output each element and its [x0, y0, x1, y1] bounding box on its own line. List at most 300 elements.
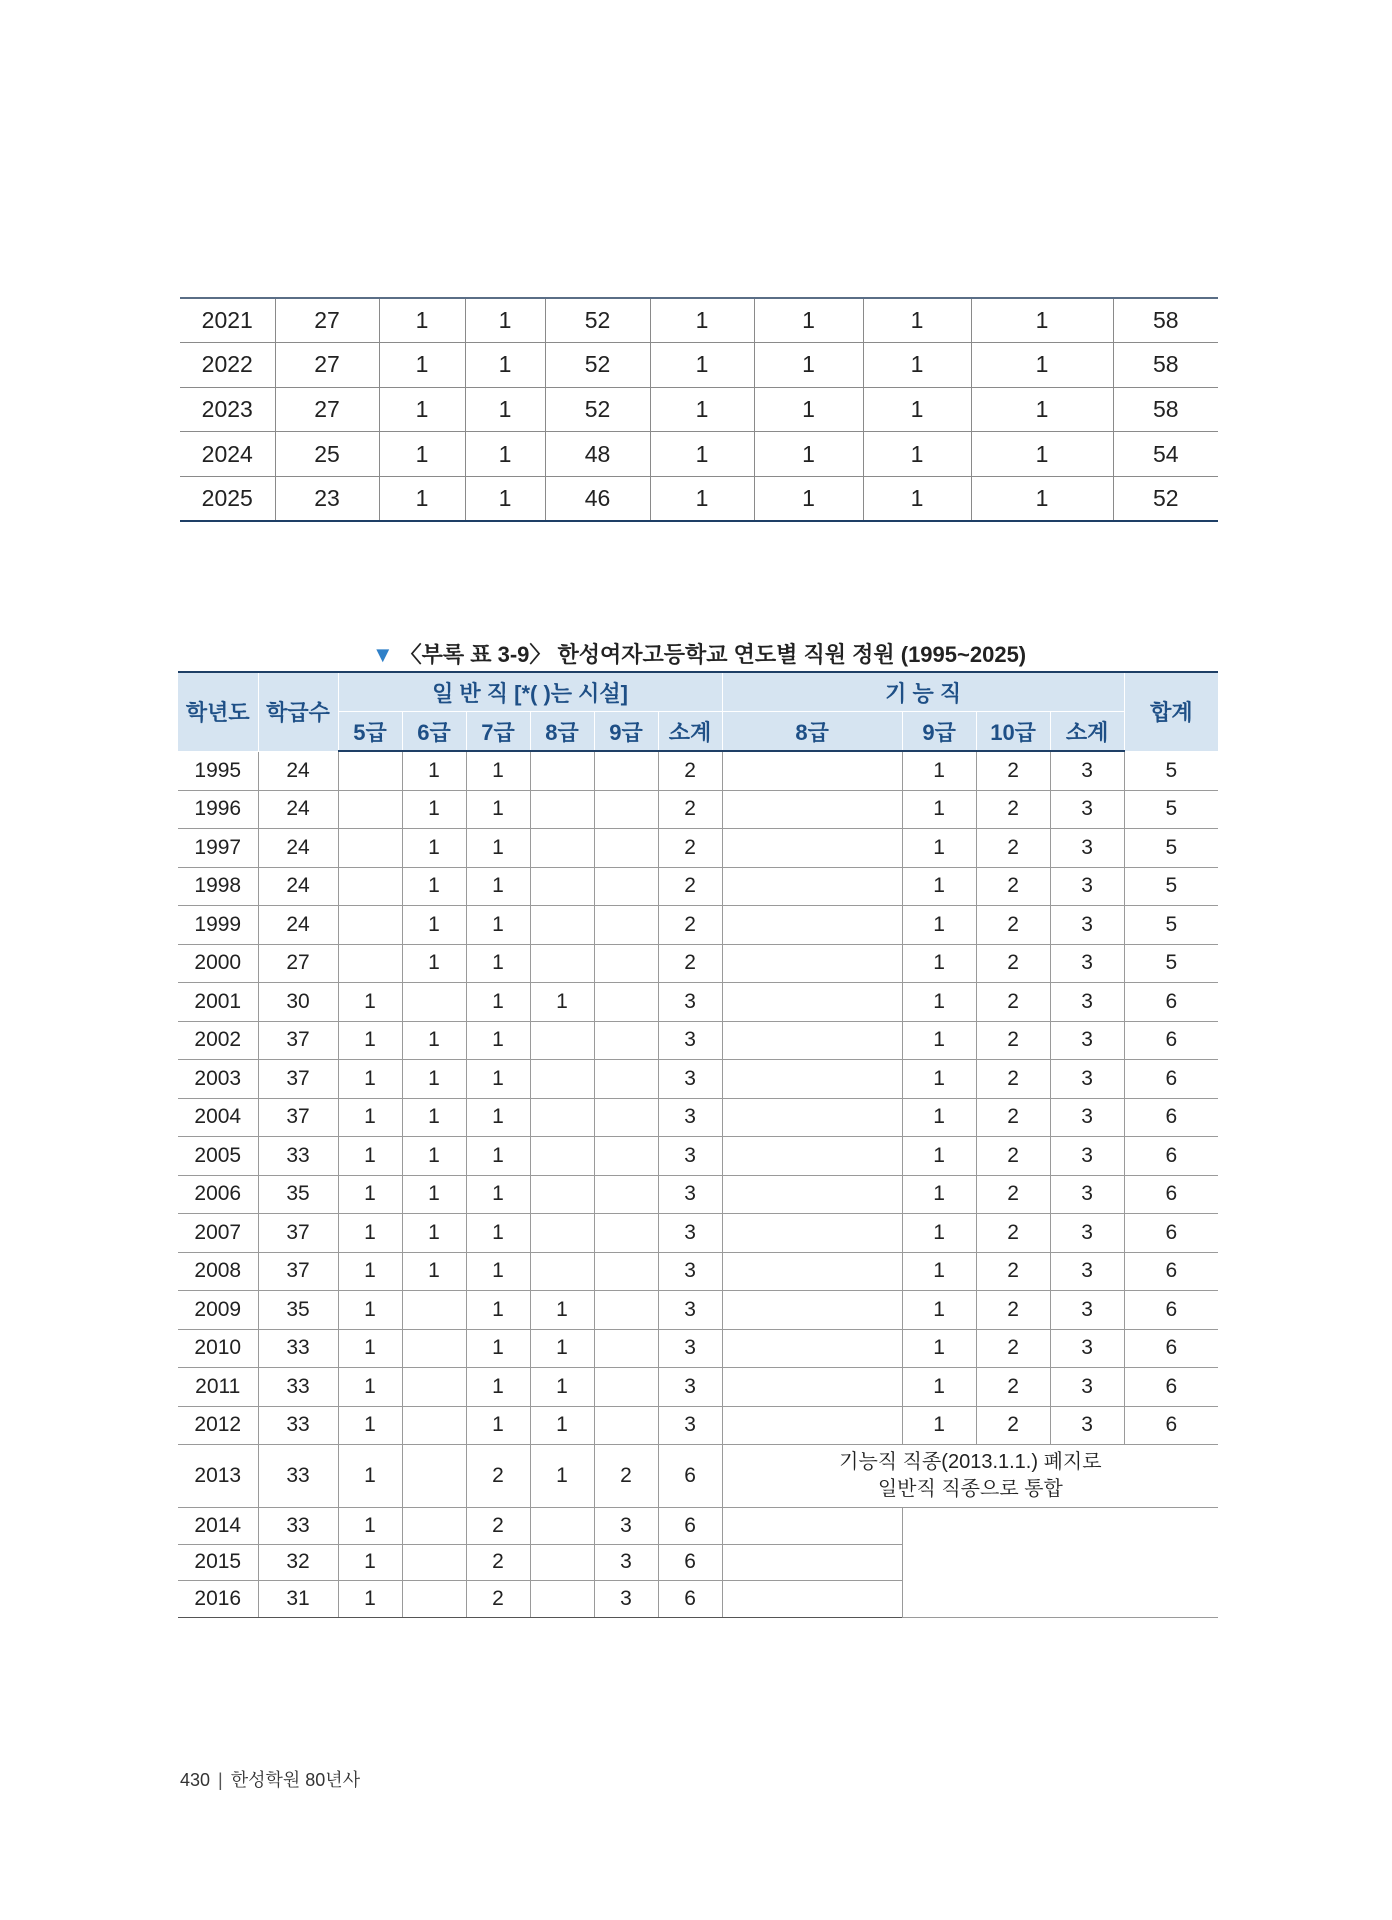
table-cell: 3	[1050, 1060, 1124, 1099]
table-cell: 31	[258, 1581, 338, 1618]
table-cell: 1	[402, 906, 466, 945]
table-cell	[594, 790, 658, 829]
table-cell: 6	[1124, 1368, 1218, 1407]
table-cell: 3	[1050, 829, 1124, 868]
book-title: 한성학원 80년사	[230, 1770, 361, 1790]
table-cell: 1	[338, 1445, 402, 1508]
table-cell: 2	[658, 867, 722, 906]
table-cell: 1	[902, 1098, 976, 1137]
table-cell: 1	[338, 1098, 402, 1137]
table-cell: 1	[754, 343, 863, 388]
table-cell: 2	[976, 1252, 1050, 1291]
table-cell: 1	[402, 944, 466, 983]
table-cell: 2	[976, 1291, 1050, 1330]
table-cell: 1	[863, 298, 971, 343]
table-cell: 1	[902, 1175, 976, 1214]
table-cell: 3	[658, 1406, 722, 1445]
table-cell: 1	[863, 387, 971, 432]
empty-cell	[722, 1544, 902, 1581]
table-cell	[594, 1060, 658, 1099]
table-cell: 2	[976, 1214, 1050, 1253]
table-cell	[594, 944, 658, 983]
table-cell: 3	[1050, 1368, 1124, 1407]
table-cell: 33	[258, 1368, 338, 1407]
table-row	[178, 751, 1218, 790]
table-cell: 6	[1124, 1060, 1218, 1099]
table-cell: 1	[338, 1581, 402, 1618]
table-cell: 3	[1050, 1329, 1124, 1368]
table-cell	[722, 1175, 902, 1214]
table-cell: 1	[338, 1368, 402, 1407]
table-cell: 1995	[178, 751, 258, 790]
table-cell	[722, 1060, 902, 1099]
table-cell	[530, 790, 594, 829]
header-classes: 학급수	[258, 672, 338, 751]
table-cell: 1	[754, 432, 863, 477]
table-cell: 3	[1050, 983, 1124, 1022]
table-cell	[722, 829, 902, 868]
table-cell: 1	[466, 944, 530, 983]
empty-cell	[722, 1508, 902, 1545]
table-cell: 3	[1050, 751, 1124, 790]
table-cell: 2012	[178, 1406, 258, 1445]
table-cell: 6	[658, 1508, 722, 1545]
table-cell: 2	[594, 1445, 658, 1508]
table-cell: 2	[976, 983, 1050, 1022]
table-cell: 6	[1124, 1406, 1218, 1445]
table-cell: 1	[902, 906, 976, 945]
table-row	[180, 476, 1218, 521]
table-cell: 1	[863, 432, 971, 477]
table-cell: 2006	[178, 1175, 258, 1214]
table-cell: 6	[1124, 1021, 1218, 1060]
header-general-7: 7급	[466, 712, 530, 752]
table-cell: 2	[658, 751, 722, 790]
table-cell: 3	[594, 1581, 658, 1618]
table-cell: 1	[465, 432, 545, 477]
table-cell: 6	[658, 1544, 722, 1581]
table-cell: 5	[1124, 944, 1218, 983]
table-row	[178, 867, 1218, 906]
table-cell: 58	[1113, 298, 1218, 343]
table-cell: 33	[258, 1406, 338, 1445]
table-cell: 3	[658, 1252, 722, 1291]
table-cell	[530, 944, 594, 983]
continuation-table-body	[180, 298, 1218, 521]
table-cell	[530, 751, 594, 790]
table-cell	[594, 1291, 658, 1330]
table-cell: 1	[902, 829, 976, 868]
table-cell	[594, 1406, 658, 1445]
table-cell: 1	[971, 298, 1113, 343]
table-cell: 30	[258, 983, 338, 1022]
table-cell: 1	[530, 1329, 594, 1368]
table-cell	[402, 983, 466, 1022]
table-cell: 3	[1050, 1406, 1124, 1445]
table-cell: 1	[902, 944, 976, 983]
table-cell: 3	[1050, 1137, 1124, 1176]
table-cell	[722, 1406, 902, 1445]
table-cell: 2	[976, 944, 1050, 983]
table-cell	[530, 1544, 594, 1581]
table-cell: 1	[402, 1137, 466, 1176]
table-cell: 5	[1124, 790, 1218, 829]
table-cell: 2022	[180, 343, 275, 388]
header-technical-subtotal: 소계	[1050, 712, 1124, 752]
table-row	[178, 1445, 1218, 1508]
empty-area	[902, 1508, 1218, 1618]
table-cell: 1	[650, 432, 754, 477]
table-cell: 1	[902, 1368, 976, 1407]
table-cell	[594, 1214, 658, 1253]
table-cell	[402, 1581, 466, 1618]
table-row	[178, 983, 1218, 1022]
table-row	[178, 790, 1218, 829]
table-row	[178, 1214, 1218, 1253]
table-cell: 1	[466, 1021, 530, 1060]
header-technical-10: 10급	[976, 712, 1050, 752]
table-cell: 1	[754, 387, 863, 432]
table-cell: 5	[1124, 829, 1218, 868]
table-row	[178, 1508, 1218, 1545]
table-cell: 1	[902, 790, 976, 829]
table-cell: 2	[976, 1368, 1050, 1407]
table-cell: 1	[338, 1406, 402, 1445]
table-cell	[402, 1406, 466, 1445]
table-cell: 2002	[178, 1021, 258, 1060]
table-cell: 37	[258, 1021, 338, 1060]
table-cell: 1	[466, 867, 530, 906]
table-cell: 33	[258, 1508, 338, 1545]
table-cell: 2003	[178, 1060, 258, 1099]
table-cell: 58	[1113, 343, 1218, 388]
table-cell: 2005	[178, 1137, 258, 1176]
table-cell	[722, 1214, 902, 1253]
table-row	[178, 906, 1218, 945]
table-cell: 2001	[178, 983, 258, 1022]
table-cell: 3	[658, 1214, 722, 1253]
table-cell	[722, 1291, 902, 1330]
table-cell: 2008	[178, 1252, 258, 1291]
page-footer	[180, 1766, 360, 1792]
table-row	[178, 1406, 1218, 1445]
table-cell	[338, 867, 402, 906]
table-cell: 1	[650, 387, 754, 432]
table-cell: 1	[466, 1252, 530, 1291]
table-cell: 1	[754, 476, 863, 521]
table-cell	[594, 1368, 658, 1407]
table-cell: 1	[902, 867, 976, 906]
table-cell: 1	[902, 1406, 976, 1445]
table-cell: 3	[594, 1508, 658, 1545]
table-cell: 6	[1124, 1175, 1218, 1214]
table-cell: 3	[658, 1175, 722, 1214]
table-cell: 1	[902, 1137, 976, 1176]
table-cell: 3	[1050, 867, 1124, 906]
table-cell	[594, 1175, 658, 1214]
header-general-9: 9급	[594, 712, 658, 752]
table-cell: 2	[658, 944, 722, 983]
table-cell: 3	[1050, 1214, 1124, 1253]
table-cell: 58	[1113, 387, 1218, 432]
table-cell: 2007	[178, 1214, 258, 1253]
table-cell: 1	[402, 1021, 466, 1060]
table-cell	[594, 829, 658, 868]
table-cell: 3	[658, 1098, 722, 1137]
table-cell	[722, 944, 902, 983]
table-cell: 1	[650, 298, 754, 343]
table-cell: 1	[402, 1098, 466, 1137]
table-cell: 2	[976, 1137, 1050, 1176]
table-cell: 2	[976, 829, 1050, 868]
table-cell: 2	[466, 1508, 530, 1545]
table-row	[180, 298, 1218, 343]
table-cell: 3	[1050, 906, 1124, 945]
table-cell: 1	[650, 476, 754, 521]
table-cell: 1	[338, 1214, 402, 1253]
table-cell: 6	[1124, 983, 1218, 1022]
table-row	[178, 1060, 1218, 1099]
table-cell: 1	[465, 476, 545, 521]
triangle-down-icon: ▼	[371, 642, 394, 667]
table-caption	[180, 638, 1218, 669]
table-cell: 2	[976, 1021, 1050, 1060]
table-cell: 2	[466, 1581, 530, 1618]
table-cell: 1	[466, 1406, 530, 1445]
table-cell: 37	[258, 1060, 338, 1099]
table-cell	[594, 1137, 658, 1176]
page-number: 430	[180, 1770, 211, 1790]
table-cell	[594, 1098, 658, 1137]
table-cell: 1	[466, 983, 530, 1022]
table-cell: 6	[1124, 1329, 1218, 1368]
table-cell: 6	[658, 1581, 722, 1618]
header-total: 합계	[1124, 672, 1218, 751]
table-cell: 52	[545, 298, 650, 343]
table-cell	[530, 1098, 594, 1137]
table-cell: 1	[338, 1291, 402, 1330]
table-header	[178, 672, 1218, 751]
table-cell: 35	[258, 1175, 338, 1214]
table-cell: 1	[466, 1060, 530, 1099]
header-technical: 기 능 직	[722, 672, 1124, 712]
table-cell: 3	[658, 1329, 722, 1368]
table-cell: 3	[1050, 1175, 1124, 1214]
table-cell: 2	[976, 1329, 1050, 1368]
table-cell: 3	[658, 1368, 722, 1407]
table-cell: 1	[338, 1544, 402, 1581]
table-cell: 35	[258, 1291, 338, 1330]
table-cell: 6	[658, 1445, 722, 1508]
table-cell: 3	[658, 1060, 722, 1099]
table-cell	[530, 1581, 594, 1618]
table-cell: 1	[402, 751, 466, 790]
table-cell: 1	[466, 751, 530, 790]
table-cell: 1	[971, 343, 1113, 388]
table-cell: 3	[1050, 1021, 1124, 1060]
merge-note-line-1: 기능직 직종(2013.1.1.) 폐지로	[839, 1451, 1102, 1473]
table-cell: 2	[976, 1060, 1050, 1099]
header-general: 일 반 직 [*( )는 시설]	[338, 672, 722, 712]
table-cell: 1	[466, 829, 530, 868]
table-row	[180, 343, 1218, 388]
header-technical-8: 8급	[722, 712, 902, 752]
table-cell	[594, 906, 658, 945]
table-cell	[402, 1544, 466, 1581]
table-cell: 1996	[178, 790, 258, 829]
table-row	[180, 387, 1218, 432]
table-cell: 1	[971, 432, 1113, 477]
table-cell	[402, 1329, 466, 1368]
table-cell: 6	[1124, 1098, 1218, 1137]
table-row	[178, 1137, 1218, 1176]
table-row	[180, 432, 1218, 477]
table-cell: 2024	[180, 432, 275, 477]
table-cell: 27	[275, 298, 379, 343]
table-cell	[722, 867, 902, 906]
table-cell: 24	[258, 829, 338, 868]
table-cell: 1	[338, 1060, 402, 1099]
table-cell: 2	[658, 906, 722, 945]
table-cell	[402, 1445, 466, 1508]
table-cell: 37	[258, 1214, 338, 1253]
header-technical-9: 9급	[902, 712, 976, 752]
table-cell: 1	[466, 1137, 530, 1176]
table-cell: 2000	[178, 944, 258, 983]
table-cell: 1	[466, 1098, 530, 1137]
footer-separator: |	[218, 1770, 223, 1790]
table-cell: 24	[258, 867, 338, 906]
header-general-subtotal: 소계	[658, 712, 722, 752]
table-cell: 5	[1124, 906, 1218, 945]
table-row	[178, 1098, 1218, 1137]
table-row	[178, 1291, 1218, 1330]
table-cell: 1	[902, 1252, 976, 1291]
table-cell	[338, 906, 402, 945]
table-cell: 1	[465, 387, 545, 432]
table-cell: 6	[1124, 1291, 1218, 1330]
table-cell: 1	[379, 387, 465, 432]
table-cell: 2021	[180, 298, 275, 343]
table-cell: 3	[658, 1291, 722, 1330]
table-cell: 37	[258, 1098, 338, 1137]
table-cell: 1997	[178, 829, 258, 868]
table-row	[178, 1021, 1218, 1060]
table-cell: 3	[594, 1544, 658, 1581]
table-cell: 1	[338, 1021, 402, 1060]
table-cell: 2010	[178, 1329, 258, 1368]
table-cell: 2	[976, 1175, 1050, 1214]
table-cell: 1	[530, 1445, 594, 1508]
table-cell	[530, 906, 594, 945]
table-cell: 1	[379, 476, 465, 521]
table-cell: 1	[971, 476, 1113, 521]
table-cell: 27	[275, 343, 379, 388]
table-cell: 1	[402, 1252, 466, 1291]
table-cell: 1	[402, 867, 466, 906]
table-cell: 24	[258, 751, 338, 790]
table-cell	[594, 867, 658, 906]
table-cell: 1	[530, 1291, 594, 1330]
table-cell: 1	[338, 983, 402, 1022]
table-cell: 25	[275, 432, 379, 477]
table-cell: 1	[402, 1175, 466, 1214]
table-cell	[338, 790, 402, 829]
empty-cell	[722, 1581, 902, 1618]
table-cell: 2	[976, 790, 1050, 829]
table-cell: 6	[1124, 1214, 1218, 1253]
table-cell: 3	[1050, 944, 1124, 983]
header-general-6: 6급	[402, 712, 466, 752]
table-cell: 1	[902, 1291, 976, 1330]
table-cell: 1	[379, 298, 465, 343]
table-cell: 2016	[178, 1581, 258, 1618]
table-cell: 1	[754, 298, 863, 343]
table-cell: 1	[466, 1368, 530, 1407]
table-cell: 1	[466, 1214, 530, 1253]
table-cell	[722, 790, 902, 829]
table-cell	[722, 1252, 902, 1291]
table-cell	[530, 1021, 594, 1060]
table-cell: 2004	[178, 1098, 258, 1137]
table-cell: 1	[530, 1368, 594, 1407]
table-cell	[530, 1252, 594, 1291]
table-cell: 1	[466, 1291, 530, 1330]
table-cell	[338, 829, 402, 868]
table-cell: 2011	[178, 1368, 258, 1407]
table-cell: 1	[902, 1214, 976, 1253]
table-cell: 1	[338, 1329, 402, 1368]
table-cell: 3	[658, 1021, 722, 1060]
table-cell	[530, 1137, 594, 1176]
table-cell: 52	[1113, 476, 1218, 521]
table-cell	[338, 751, 402, 790]
table-cell: 1	[465, 298, 545, 343]
table-cell	[530, 829, 594, 868]
table-cell	[530, 1175, 594, 1214]
table-cell: 1	[402, 1214, 466, 1253]
table-cell: 1	[338, 1252, 402, 1291]
table-cell	[722, 906, 902, 945]
table-cell: 27	[258, 944, 338, 983]
table-cell: 2014	[178, 1508, 258, 1545]
table-row	[178, 829, 1218, 868]
table-cell	[722, 1137, 902, 1176]
table-cell: 3	[1050, 1252, 1124, 1291]
table-cell: 2	[976, 906, 1050, 945]
table-cell	[722, 1368, 902, 1407]
table-cell: 32	[258, 1544, 338, 1581]
table-cell	[402, 1368, 466, 1407]
table-cell: 2025	[180, 476, 275, 521]
table-cell: 1	[530, 983, 594, 1022]
table-cell: 48	[545, 432, 650, 477]
caption-text: 〈부록 표 3-9〉 한성여자고등학교 연도별 직원 정원 (1995~2025)	[399, 642, 1027, 667]
table-cell: 1	[863, 343, 971, 388]
table-cell: 1	[338, 1175, 402, 1214]
table-row	[178, 1329, 1218, 1368]
table-cell	[530, 867, 594, 906]
table-cell: 2	[466, 1445, 530, 1508]
table-cell: 1	[338, 1508, 402, 1545]
staff-quota-table	[178, 671, 1218, 1618]
table-cell: 37	[258, 1252, 338, 1291]
table-cell: 2013	[178, 1445, 258, 1508]
table-cell: 2	[976, 1406, 1050, 1445]
table-cell	[594, 1329, 658, 1368]
table-cell: 33	[258, 1445, 338, 1508]
continuation-table	[180, 297, 1218, 522]
